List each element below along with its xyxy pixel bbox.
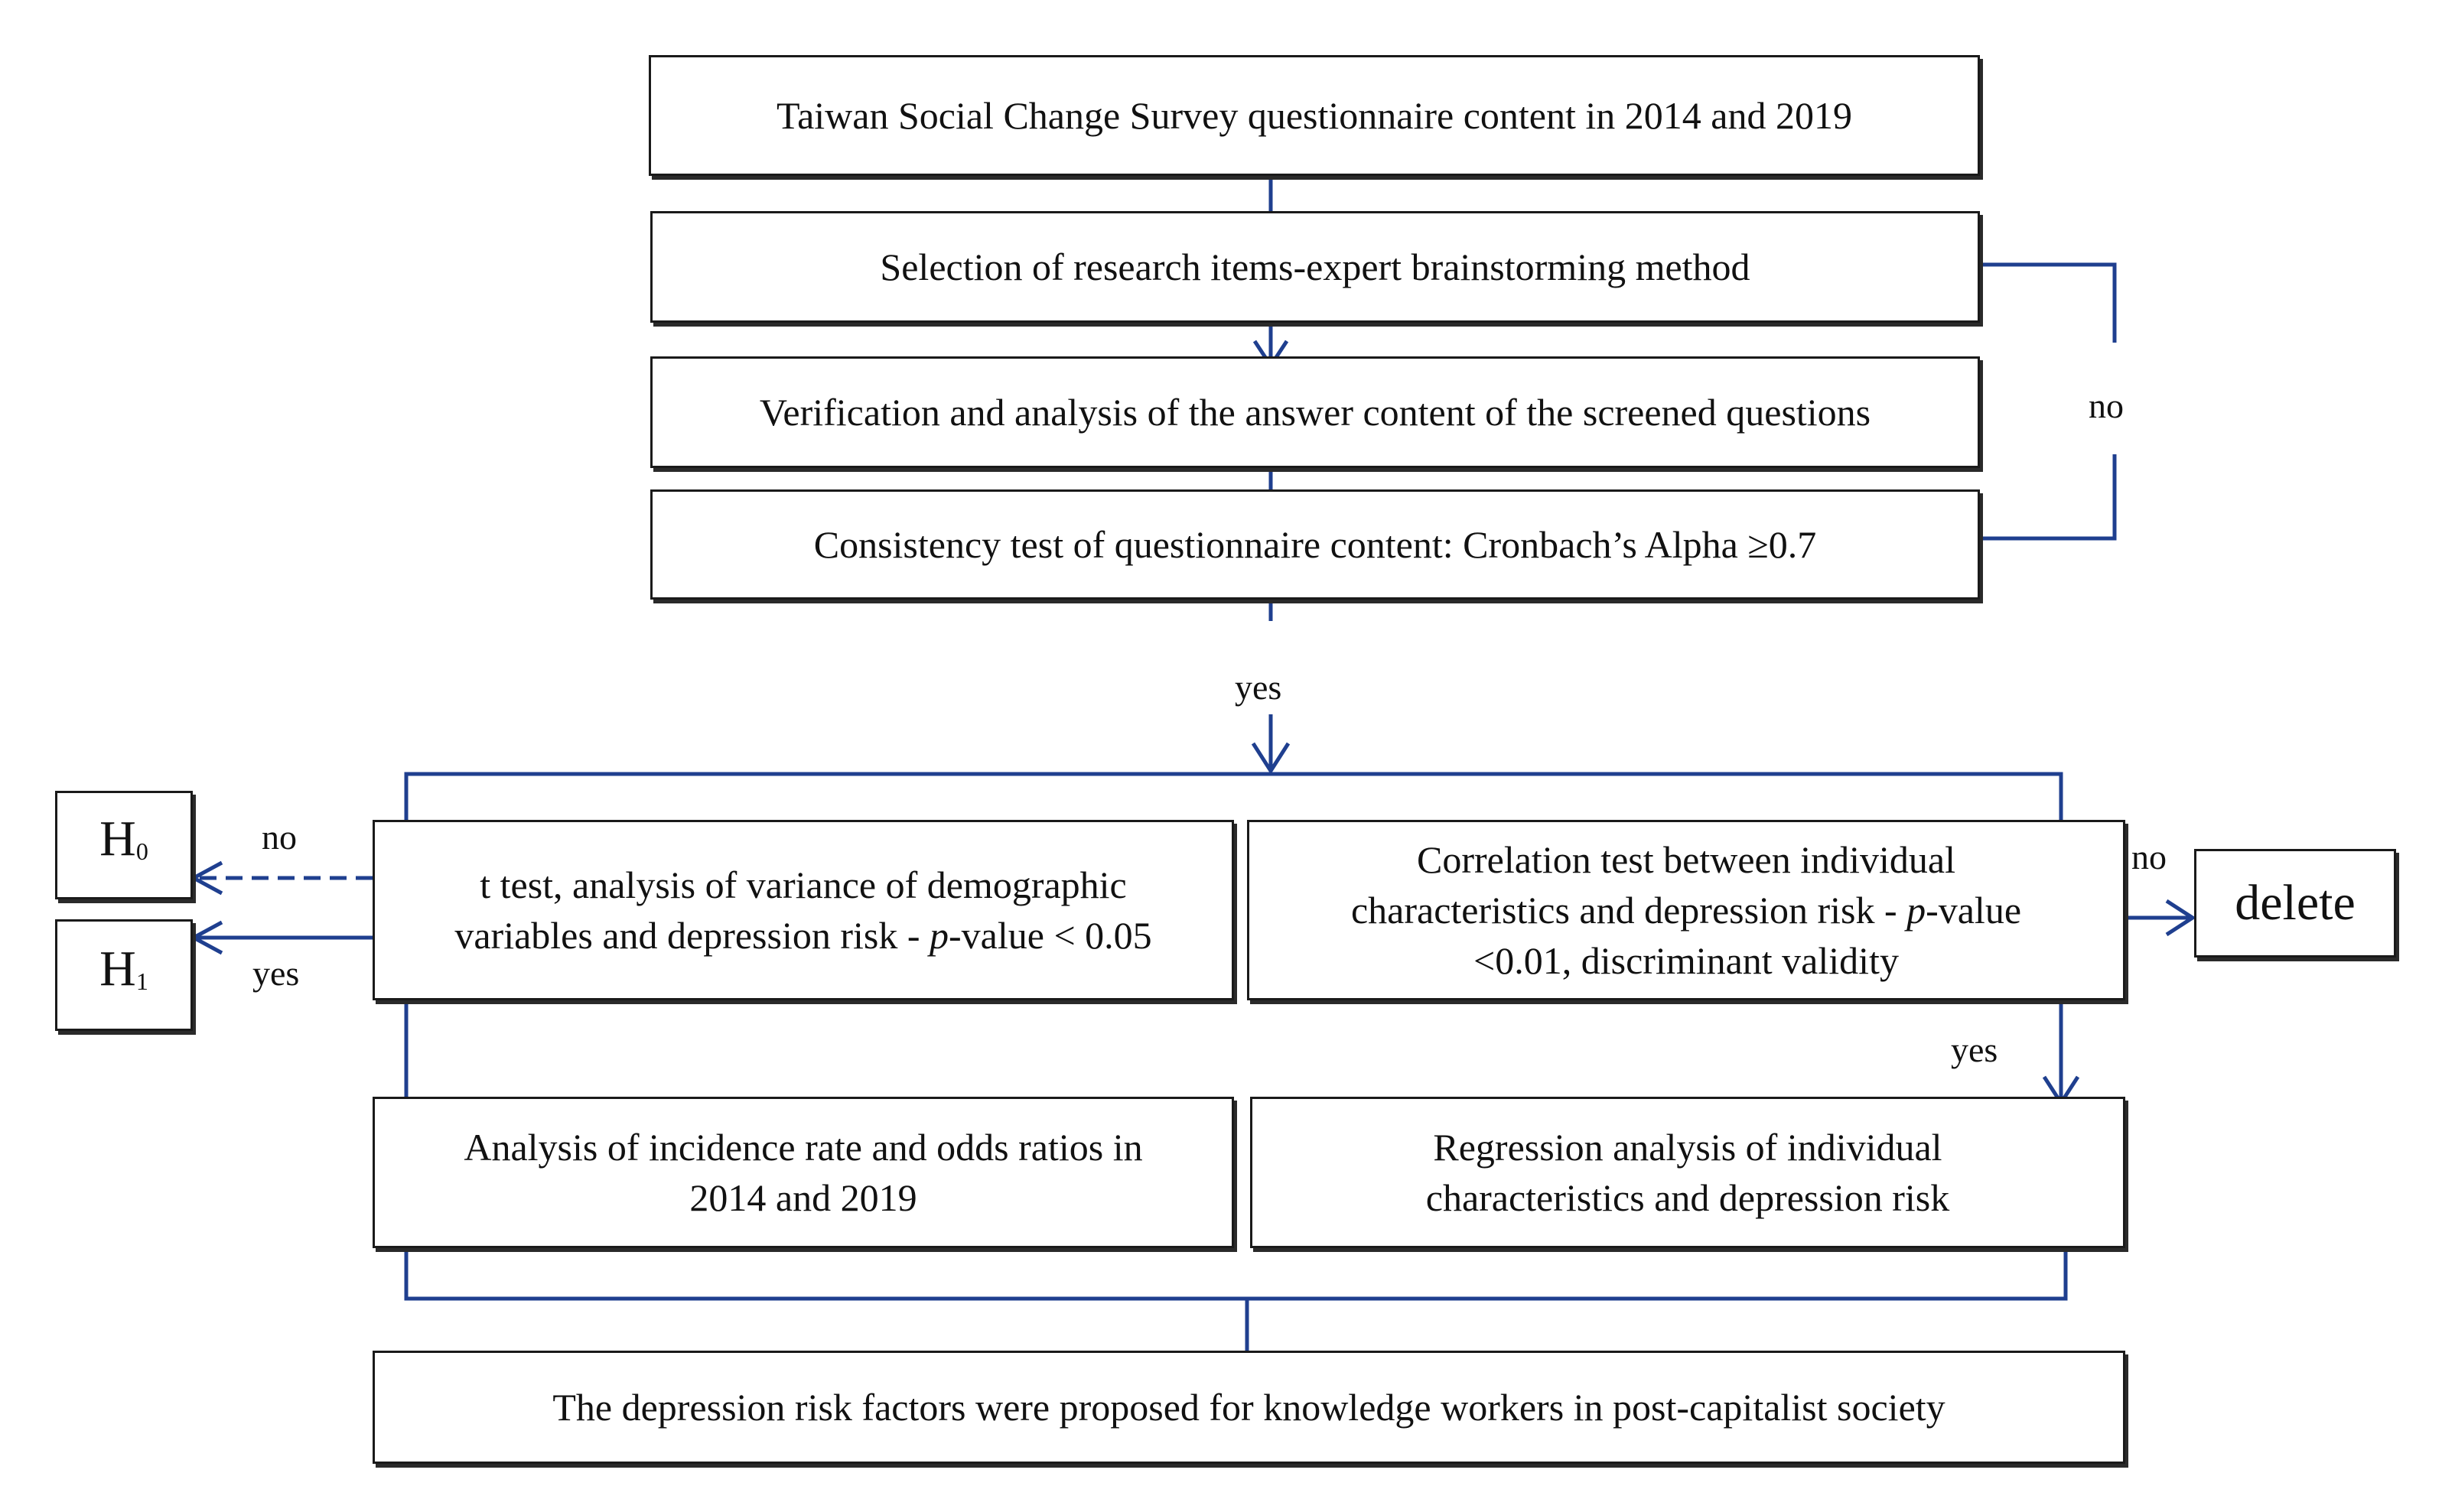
correlation-text (1343, 834, 2029, 986)
h0-subscript: 0 (135, 837, 148, 865)
selection-text: Selection of research items-expert brainstorming method (880, 245, 1750, 288)
correlation-line3: <0.01, discriminant validity (1473, 939, 1899, 982)
ttest-line2-pre: variables and depression risk - (454, 914, 930, 957)
connector-distribution-bar (406, 774, 2061, 820)
regression-text (1418, 1122, 1957, 1223)
incidence-line2: 2014 and 2019 (689, 1176, 917, 1219)
incidence-line1: Analysis of incidence rate and odds ratios in (464, 1126, 1143, 1169)
correlation-p-italic: p (1906, 889, 1926, 932)
regression-line1: Regression analysis of individual (1433, 1126, 1942, 1169)
label-no-delete: no (2131, 837, 2167, 876)
ttest-p-italic: p (930, 914, 949, 957)
correlation-box (1247, 820, 2125, 1000)
h1-box (55, 919, 193, 1031)
h1-text (92, 941, 156, 1006)
h1-letter: H (99, 941, 136, 997)
label-no-h0: no (262, 818, 297, 857)
h0-box (55, 791, 193, 899)
survey-text: Taiwan Social Change Survey questionnaire content in 2014 and 2019 (777, 94, 1852, 137)
delete-text: delete (2235, 875, 2356, 931)
h0-text (92, 811, 156, 876)
correlation-line2-pre: characteristics and depression risk - (1350, 889, 1907, 932)
selection-box (650, 211, 1980, 323)
connector-merge-bar (406, 1250, 2066, 1299)
correlation-line2-post: -value (1926, 889, 2022, 932)
h1-subscript: 1 (135, 967, 148, 995)
h0-letter: H (99, 811, 136, 867)
correlation-line1: Correlation test between individual (1417, 838, 1955, 881)
label-yes-h1: yes (252, 954, 300, 993)
conclusion-box (373, 1351, 2125, 1464)
regression-box (1250, 1097, 2125, 1248)
consistency-text: Consistency test of questionnaire content: Cronbach’s Alpha ≥0.7 (813, 523, 1817, 566)
connector-no-loop-top (1981, 265, 2115, 343)
label-yes-regression: yes (1951, 1030, 1998, 1069)
ttest-box (373, 820, 1234, 1000)
delete-box (2194, 849, 2396, 958)
ttest-line2-post: -value < 0.05 (949, 914, 1152, 957)
consistency-box (650, 489, 1980, 600)
incidence-text (456, 1122, 1150, 1223)
incidence-box (373, 1097, 1234, 1248)
connector-no-loop-bottom (1981, 454, 2115, 538)
verification-text: Verification and analysis of the answer content of the screened questions (759, 391, 1871, 434)
regression-line2: characteristics and depression risk (1425, 1176, 1950, 1219)
label-yes-main: yes (1235, 668, 1282, 707)
label-no-loop: no (2089, 386, 2124, 425)
survey-box (649, 55, 1980, 176)
conclusion-text: The depression risk factors were proposed for knowledge workers in post-capitalist society (552, 1386, 1945, 1429)
ttest-line1: t test, analysis of variance of demographic (480, 863, 1127, 906)
verification-box (650, 356, 1980, 468)
ttest-text (447, 860, 1159, 961)
